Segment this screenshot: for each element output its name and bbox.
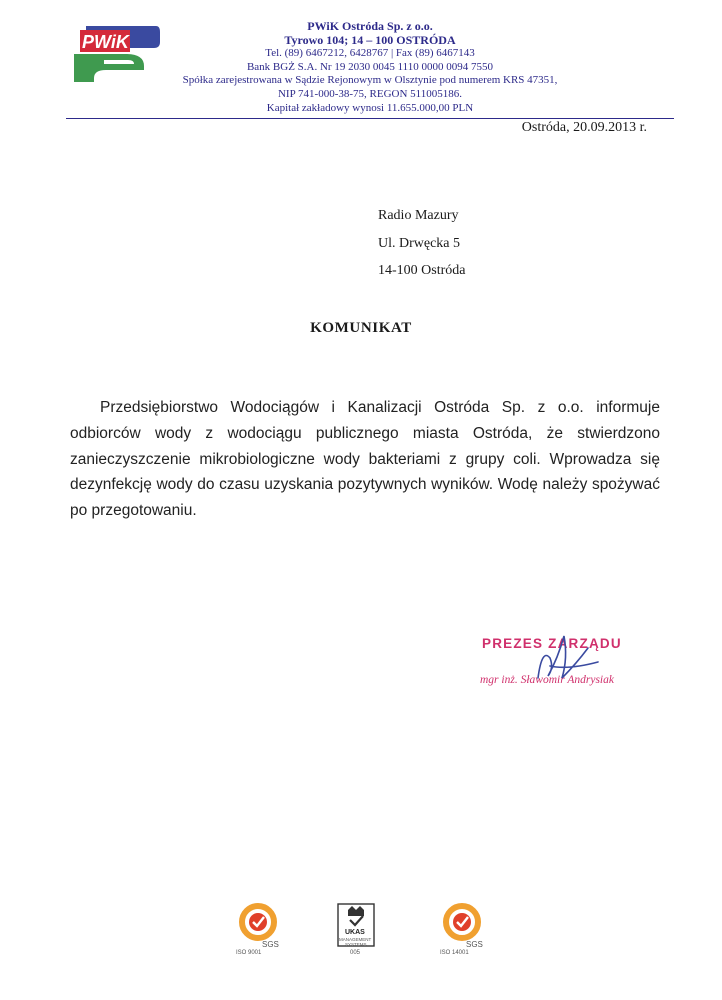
company-capital: Kapitał zakładowy wynosi 11.655.000,00 PLN [266, 101, 474, 114]
pwik-logo [66, 20, 162, 84]
recipient-city: 14-100 Ostróda [378, 263, 466, 278]
ukas-label: UKAS [345, 929, 365, 936]
company-phone: Tel. (89) 6467212, 6428767 | Fax (89) 6467143 [265, 47, 475, 60]
iso-label-left: ISO 9001 [236, 950, 262, 956]
ukas-sub1: MANAGEMENT [339, 937, 372, 942]
sgs-label-left: SGS [262, 940, 279, 949]
stamp-name: mgr inż. Sławomir Andrysiak [480, 674, 614, 686]
letterhead [160, 20, 580, 115]
letter-date: Ostróda, 20.09.2013 r. [521, 120, 647, 135]
recipient-street: Ul. Drwęcka 5 [378, 235, 461, 251]
company-address: Tyrowo 104; 14 – 100 OSTRÓDA [284, 32, 456, 47]
stamp-title: PREZES ZARZĄDU [482, 636, 622, 651]
sgs-iso14001-logo [440, 900, 488, 956]
sgs-label-right: SGS [466, 940, 483, 949]
company-tax-ids: NIP 741-000-38-75, REGON 511005186. [277, 87, 463, 100]
letter-body: Przedsiębiorstwo Wodociągów i Kanalizacji Ostróda Sp. z o.o. informuje odbiorców wody z wodociągu publicznego miasta Ostróda, że stwierdzono zanieczyszczenie mikrobiologiczne wody bakteriami z grupy coli. Wprowadza się dezynfekcję wody do czasu uzyskania pozytywnych wyników. Wodę należy spożywać po przegotowaniu. [70, 399, 660, 520]
company-bank: Bank BGŻ S.A. Nr 19 2030 0045 1110 0000 0094 7550 [246, 60, 494, 73]
letterhead-divider [66, 118, 674, 119]
letter-heading: KOMUNIKAT [310, 320, 412, 336]
ukas-code: 005 [350, 950, 361, 956]
logo-text: PWiK [82, 32, 129, 52]
sgs-iso9001-logo [236, 900, 284, 956]
signature [528, 628, 618, 688]
ukas-logo [336, 902, 376, 956]
iso-label-right: ISO 14001 [440, 950, 469, 956]
company-name: PWiK Ostróda Sp. z o.o. [307, 19, 433, 33]
company-registration: Spółka zarejestrowana w Sądzie Rejonowym w Olsztynie pod numerem KRS 47351, [182, 74, 558, 87]
recipient-block [378, 202, 466, 285]
ukas-sub2: SYSTEMS [345, 942, 367, 947]
recipient-name: Radio Mazury [378, 208, 459, 223]
